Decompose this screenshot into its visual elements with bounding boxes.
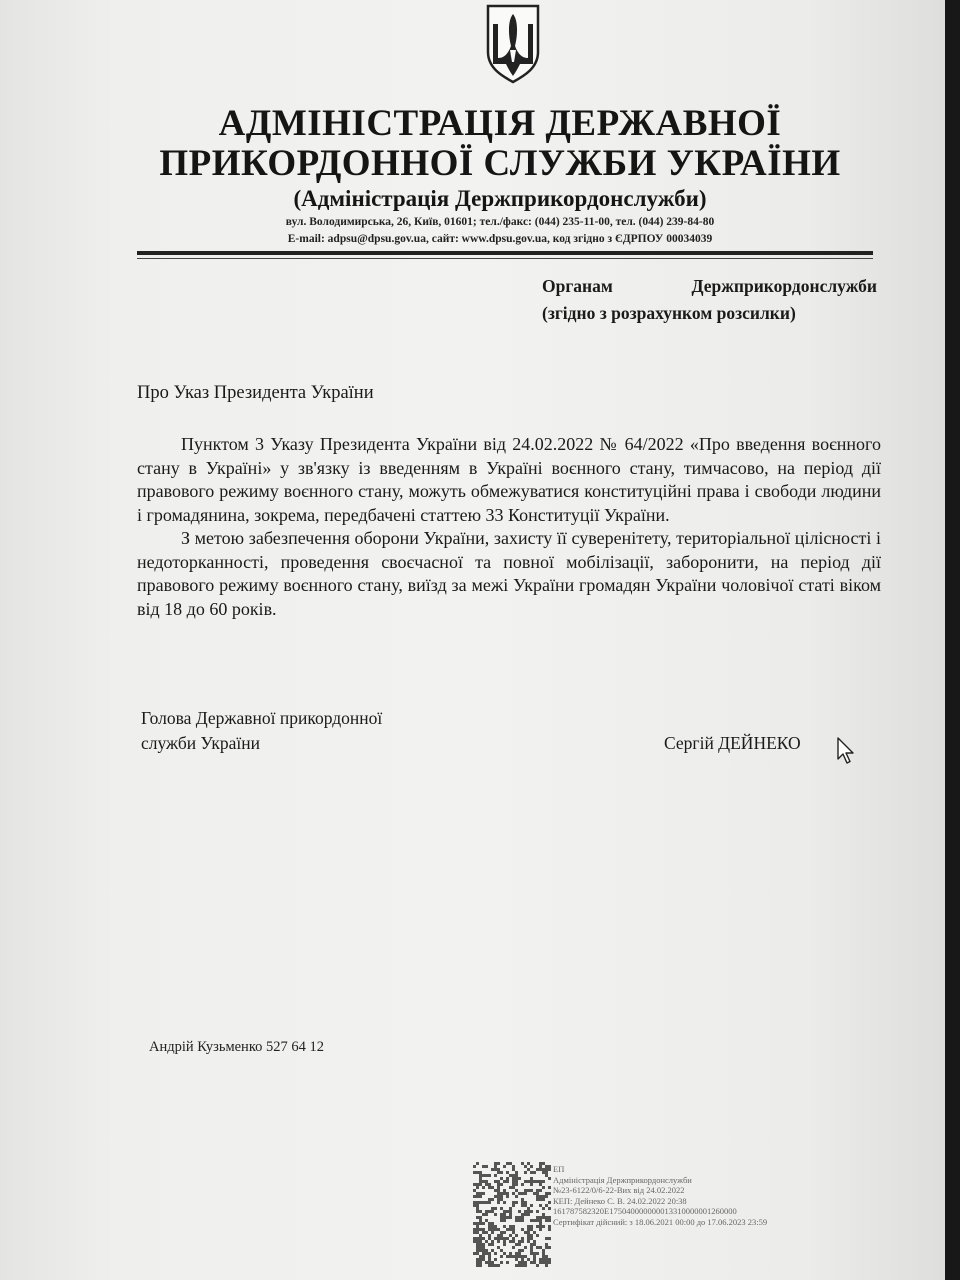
body-paragraph-1: Пунктом 3 Указу Президента України від 24.02.2022 № 64/2022 «Про введення воєнного стану в Україні» у зв'язку із введенням в Україні воєнного стану, тимчасово, на період дії правового режиму воєнного стану, можуть обмежуватися конституційні права і свободи людини і громадянина, зокрема, передбачені статтею 33 Конституції України. [137, 434, 881, 525]
tryzub-emblem-icon [484, 2, 542, 84]
body-paragraph-2: З метою забезпечення оборони України, захисту її суверенітету, територіальної цілісності і недоторканності, проведення своєчасної та повної мобілізації, заборонити, на період дії правового режиму воєнного стану, виїзд за межі України громадян України чоловічої статі віком від 18 до 60 років. [137, 528, 881, 619]
letter-body [137, 433, 881, 621]
org-short-name: (Адміністрація Держприкордонслужби) [293, 186, 707, 211]
monitor-bezel [945, 0, 960, 1280]
executor-contact: Андрій Кузьменко 527 64 12 [149, 1039, 324, 1055]
recipient-line2: (згідно з розрахунком розсилки) [542, 303, 796, 323]
e-signature-stamp [553, 1164, 838, 1227]
letterhead-rule-thin [137, 258, 873, 259]
signature-position [141, 706, 382, 756]
position-line1: Голова Державної прикордонної [141, 708, 383, 728]
org-name-line1: АДМІНІСТРАЦІЯ ДЕРЖАВНОЇ [218, 103, 782, 144]
stamp-line2: Адміністрація Держприкордонслужби [553, 1174, 692, 1185]
org-name-line2: ПРИКОРДОННОЇ СЛУЖБИ УКРАЇНИ [159, 143, 841, 184]
contact-address: вул. Володимирська, 26, Київ, 01601; тел./факс: (044) 235-11-00, тел. (044) 239-84-80 [285, 216, 715, 228]
stamp-line4: КЕП: Дейнеко С. В. 24.02.2022 20:38 [553, 1195, 687, 1206]
recipient-word1: Органам [542, 276, 613, 296]
recipient-word2: Держприкордонслужби [691, 276, 877, 296]
recipient-block [542, 273, 877, 327]
signer-name: Сергій ДЕЙНЕКО [664, 733, 801, 753]
mouse-pointer-icon [836, 737, 856, 765]
qr-code-icon [473, 1162, 551, 1268]
stamp-line1: ЕП [553, 1164, 565, 1174]
letter-subject: Про Указ Президента України [137, 383, 374, 403]
stamp-line6: Сертифікат дійсний: з 18.06.2021 00:00 до 17.06.2023 23:59 [553, 1216, 768, 1227]
stamp-line5: 161787582320E175040000000013310000001260000 [553, 1206, 737, 1216]
position-line2: служби України [141, 733, 260, 753]
contact-email: E-mail: adpsu@dpsu.gov.ua, сайт: www.dpsu.gov.ua, код згідно з ЄДРПОУ 00034039 [287, 233, 713, 245]
letterhead-rule [137, 251, 873, 255]
stamp-line3: №23-6122/0/6-22-Вих від 24.02.2022 [553, 1185, 685, 1195]
